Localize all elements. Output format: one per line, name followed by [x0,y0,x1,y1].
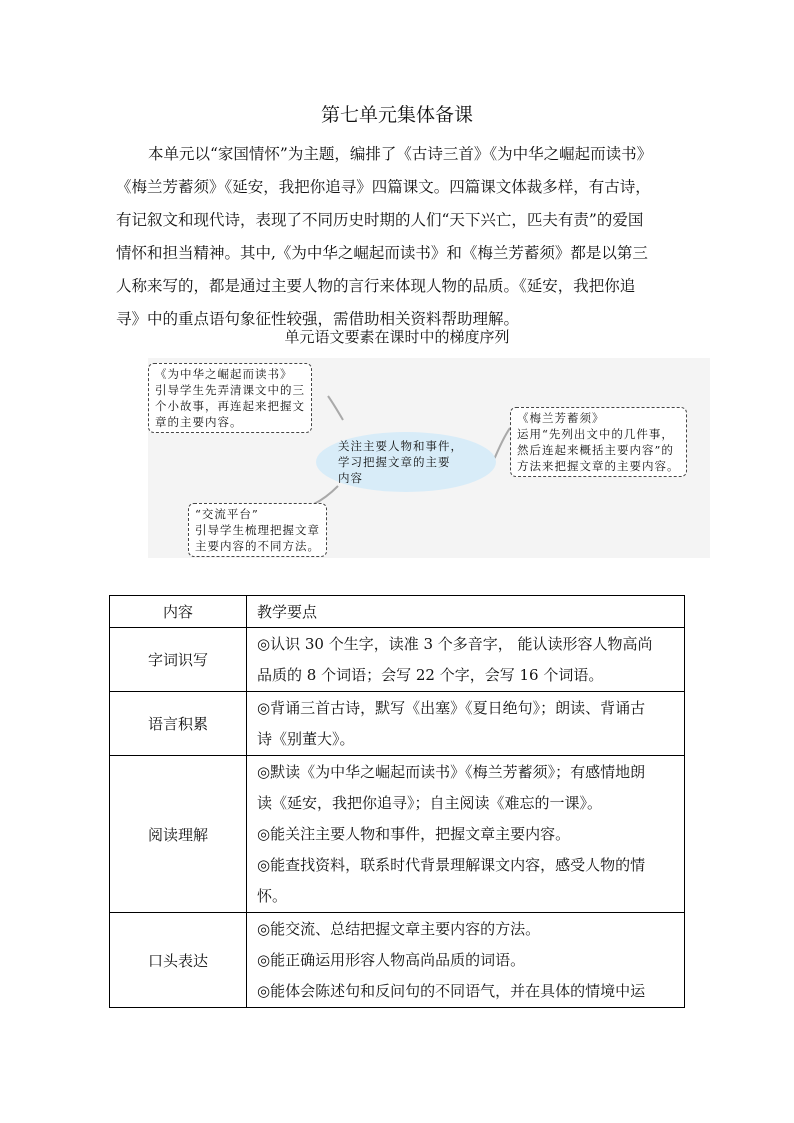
intro-line: 寻》中的重点语句象征性较强，需借助相关资料帮助理解。 [116,310,520,328]
box-line: 方法来把握文章的主要内容。 [517,459,680,473]
point-line: ◎能交流、总结把握文章主要内容的方法。 [257,920,541,938]
table-row [110,692,685,756]
intro-line: 情怀和担当精神。其中,《为中华之崛起而读书》和《梅兰芳蓄须》都是以第三 [116,244,648,262]
table-row [110,628,685,692]
header-key-points: 教学要点 [247,596,685,628]
point-line: ◎能正确运用形容人物高尚品质的词语。 [257,951,526,969]
teaching-plan-table [109,595,685,1008]
point-line: ◎背诵三首古诗，默写《出塞》《夏日绝句》；朗读、背诵古 [257,699,646,717]
box-line: 个小故事，再连起来把握文 [155,399,305,413]
intro-line: 人称来写的，都是通过主要人物的言行来体现人物的品质。《延安，我把你追 [116,277,636,295]
central-topic-line: 内容 [338,471,363,485]
connector-line [328,396,343,420]
row-points [247,756,685,913]
box-line: 章的主要内容。 [155,415,243,429]
point-line: ◎认识 30 个生字，读准 3 个多音字， 能认读形容人物高尚 [257,635,653,653]
row-category: 语言积累 [110,692,247,756]
box-line: 引导学生先弄清课文中的三 [155,383,305,397]
intro-line: 《梅兰芳蓄须》《延安，我把你追寻》四篇课文。四篇课文体裁多样，有古诗， [116,178,651,196]
point-line: ◎能关注主要人物和事件，把握文章主要内容。 [257,825,571,843]
box-line: 《为中华之崛起而读书》 [155,367,293,381]
point-line: ◎能查找资料，联系时代背景理解课文内容，感受人物的情 [257,856,646,874]
intro-paragraph [116,138,688,336]
point-line: 怀。 [257,887,288,905]
header-content: 内容 [110,596,247,628]
box-line: 主要内容的不同方法。 [195,539,320,553]
box-line: 《梅兰芳蓄须》 [517,411,605,425]
row-points [247,628,685,692]
box-exchange-platform [188,503,327,557]
point-line: ◎能体会陈述句和反问句的不同语气，并在具体的情境中运 [257,982,646,1000]
table-row [110,756,685,913]
connector-line [493,428,510,462]
row-category: 字词识写 [110,628,247,692]
box-line: “交流平台” [195,507,259,521]
central-topic-line: 关注主要人物和事件， [338,439,463,453]
box-line: 然后连起来概括主要内容”的 [517,443,674,457]
row-points [247,692,685,756]
box-lesson-mei-lanfang [510,407,687,477]
row-category: 口头表达 [110,913,247,1008]
intro-line: 本单元以“家国情怀”为主题，编排了《古诗三首》《为中华之崛起而读书》 [148,145,653,163]
box-line: 运用“先列出文中的几件事， [517,427,674,441]
mind-map-diagram [148,358,710,558]
connector-line [314,486,338,504]
page-title: 第七单元集体备课 [320,104,473,126]
intro-line: 有记叙文和现代诗，表现了不同历史时期的人们“天下兴亡，匹夫有责”的爱国 [116,211,644,229]
point-line: ◎默读《为中华之崛起而读书》《梅兰芳蓄须》；有感情地朗 [257,763,646,781]
point-line: 诗《别董大》。 [257,730,355,748]
row-points [247,913,685,1008]
point-line: 读《延安，我把你追寻》；自主阅读《难忘的一课》。 [257,794,603,812]
point-line: 品质的 8 个词语；会写 22 个字，会写 16 个词语。 [257,666,604,684]
table-header-row [110,596,685,628]
central-topic-line: 学习把握文章的主要 [338,455,451,469]
central-topic [338,438,488,486]
row-category: 阅读理解 [110,756,247,913]
diagram-title: 单元语文要素在课时中的梯度序列 [284,328,510,346]
box-line: 引导学生梳理把握文章 [195,523,320,537]
table-row [110,913,685,1008]
box-lesson-reading-for-china [148,363,312,433]
